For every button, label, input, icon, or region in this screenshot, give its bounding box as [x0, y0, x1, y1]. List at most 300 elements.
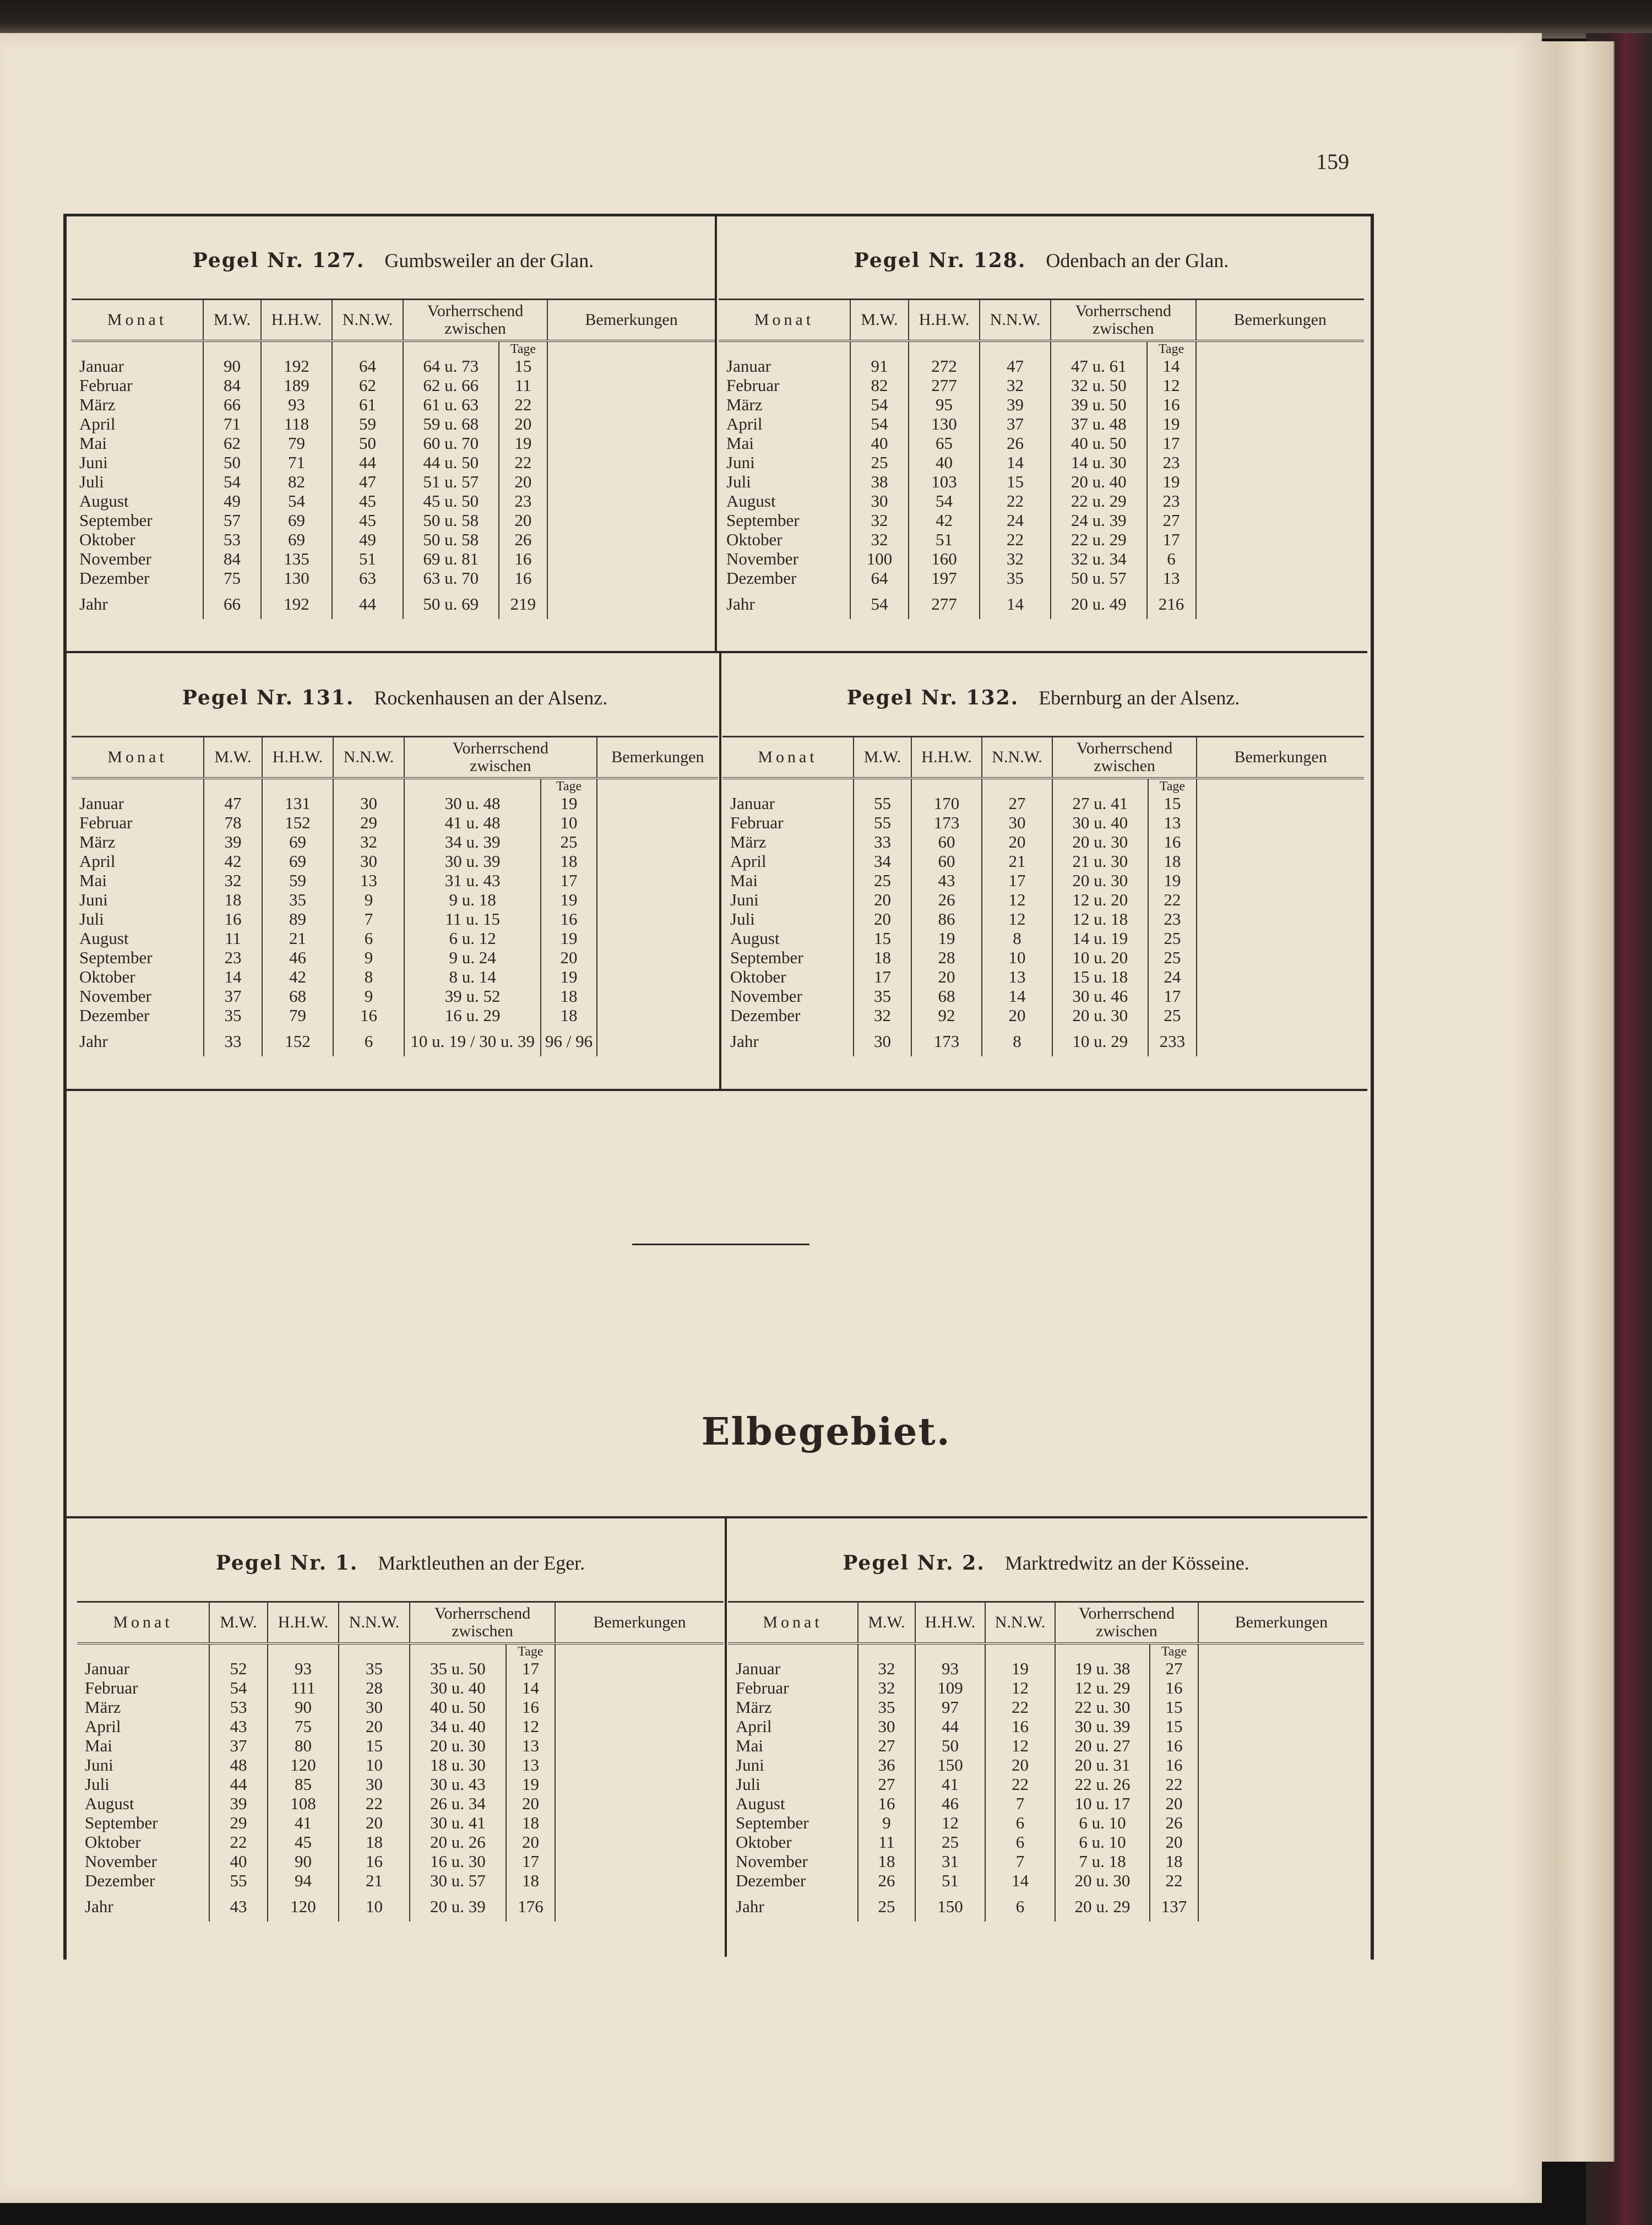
- table-cell: 84: [203, 549, 261, 568]
- table-cell: 55: [209, 1871, 268, 1890]
- table-cell: 69: [261, 511, 332, 530]
- gauge-table: [77, 1601, 724, 1922]
- table-cell: 37: [209, 1736, 268, 1755]
- table-cell: 35: [854, 986, 911, 1006]
- table-cell: 15: [339, 1736, 410, 1755]
- table-cell: 52: [209, 1659, 268, 1678]
- table-cell: 20: [339, 1717, 410, 1736]
- jahr-cell: Jahr: [79, 594, 108, 614]
- table-cell: 20 u. 40: [1051, 472, 1147, 491]
- bemerkungen-cell: [1198, 1678, 1364, 1697]
- table-cell: 19: [506, 1774, 555, 1794]
- jahr-cell: 6: [333, 1025, 404, 1056]
- header-monat: Monat: [719, 300, 850, 341]
- table-cell: 20 u. 26: [410, 1832, 506, 1852]
- jahr-cell: 150: [915, 1890, 985, 1922]
- table-row: [722, 813, 1364, 832]
- table-row: [728, 1871, 1364, 1890]
- table-cell: 16: [506, 1697, 555, 1717]
- table-row: [722, 1006, 1364, 1025]
- table-cell: 131: [262, 794, 333, 813]
- header-row: [719, 300, 1364, 341]
- table-cell: 30: [333, 794, 404, 813]
- table-cell: 19: [1148, 871, 1197, 890]
- table-cell: 42: [909, 511, 980, 530]
- table-cell: 14 u. 30: [1051, 453, 1147, 472]
- table-cell: 25: [915, 1832, 985, 1852]
- tage-label: Tage: [499, 341, 548, 356]
- table-cell: 25: [541, 832, 596, 851]
- table-cell: März: [85, 1697, 121, 1717]
- table-cell: 22: [1150, 1871, 1198, 1890]
- table-cell: 24: [980, 511, 1051, 530]
- bemerkungen-cell: [1197, 890, 1364, 909]
- table-cell: 24 u. 39: [1051, 511, 1147, 530]
- table-cell: Januar: [79, 356, 124, 376]
- table-cell: 130: [909, 414, 980, 433]
- table-row: [72, 356, 715, 376]
- bemerkungen-cell: [597, 929, 718, 948]
- table-cell: 20: [339, 1813, 410, 1832]
- bemerkungen-cell: [597, 813, 718, 832]
- table-cell: Juli: [79, 472, 104, 491]
- table-cell: Oktober: [736, 1832, 792, 1852]
- bemerkungen-cell: [547, 376, 715, 395]
- jahr-row: [72, 588, 715, 619]
- bemerkungen-cell: [597, 851, 718, 871]
- table-row: [72, 472, 715, 491]
- table-row: [72, 832, 718, 851]
- table-cell: Oktober: [79, 530, 135, 549]
- table-cell: 9: [858, 1813, 915, 1832]
- jahr-row: [72, 1025, 718, 1056]
- table-cell: 32: [980, 549, 1051, 568]
- table-cell: 135: [261, 549, 332, 568]
- table-cell: April: [79, 414, 116, 433]
- bemerkungen-cell: [547, 530, 715, 549]
- jahr-cell: 54: [850, 588, 909, 619]
- header-vorherrschend-line2: zwischen: [1094, 757, 1155, 775]
- table-cell: 32: [850, 530, 909, 549]
- table-row: [719, 568, 1364, 588]
- table-row: [77, 1736, 724, 1755]
- table-cell: 97: [915, 1697, 985, 1717]
- table-cell: 23: [1148, 909, 1197, 929]
- table-cell: 39: [980, 395, 1051, 414]
- table-cell: 189: [261, 376, 332, 395]
- table-cell: 25: [1148, 1006, 1197, 1025]
- jahr-cell: 43: [209, 1890, 268, 1922]
- table-cell: 85: [268, 1774, 339, 1794]
- jahr-cell: 10: [339, 1890, 410, 1922]
- table-cell: 59 u. 68: [403, 414, 499, 433]
- table-row: [728, 1794, 1364, 1813]
- bemerkungen-cell: [597, 986, 718, 1006]
- table-cell: Juli: [79, 909, 104, 929]
- row-divider-2: [67, 1089, 1367, 1091]
- bemerkungen-cell: [1198, 1659, 1364, 1678]
- table-cell: 20 u. 31: [1055, 1755, 1150, 1774]
- table-cell: August: [85, 1794, 134, 1813]
- table-cell: 79: [262, 1006, 333, 1025]
- header-nnw: N.N.W.: [982, 737, 1052, 779]
- table-cell: 47: [204, 794, 262, 813]
- header-nnw: N.N.W.: [333, 737, 404, 779]
- table-cell: 80: [268, 1736, 339, 1755]
- bemerkungen-cell: [1197, 909, 1364, 929]
- table-cell: 22: [980, 530, 1051, 549]
- table-cell: 30 u. 40: [410, 1678, 506, 1697]
- header-bemerkungen: Bemerkungen: [597, 737, 718, 779]
- table-cell: 39: [209, 1794, 268, 1813]
- table-row: [719, 472, 1364, 491]
- header-vorherrschend-line2: zwischen: [452, 1622, 513, 1640]
- header-vorherrschend-line2: zwischen: [444, 319, 506, 338]
- table-cell: 32: [858, 1659, 915, 1678]
- table-cell: 39: [204, 832, 262, 851]
- table-cell: März: [79, 395, 116, 414]
- table-cell: 19: [541, 890, 596, 909]
- table-cell: 12: [985, 1736, 1055, 1755]
- table-cell: 22 u. 29: [1051, 491, 1147, 511]
- table-cell: November: [726, 549, 798, 568]
- table-cell: Juli: [736, 1774, 760, 1794]
- table-cell: 20 u. 30: [410, 1736, 506, 1755]
- table-cell: 15 u. 18: [1052, 967, 1148, 986]
- table-cell: 22: [985, 1697, 1055, 1717]
- table-row: [72, 530, 715, 549]
- table-cell: 32: [850, 511, 909, 530]
- gauge-number: Pegel Nr. 128.: [854, 249, 1026, 272]
- gauge-section: [72, 653, 718, 1089]
- table-cell: 62: [332, 376, 403, 395]
- table-cell: 18: [858, 1852, 915, 1871]
- jahr-row: [728, 1890, 1364, 1922]
- table-cell: 26 u. 34: [410, 1794, 506, 1813]
- table-cell: 45: [268, 1832, 339, 1852]
- table-cell: Mai: [79, 871, 107, 890]
- bemerkungen-cell: [1197, 929, 1364, 948]
- header-hhw: H.H.W.: [915, 1602, 985, 1644]
- bemerkungen-cell: [1196, 549, 1364, 568]
- tage-label: Tage: [1150, 1643, 1198, 1659]
- table-cell: 61: [332, 395, 403, 414]
- table-cell: 16: [1150, 1736, 1198, 1755]
- table-cell: 14: [985, 1871, 1055, 1890]
- table-cell: 22: [339, 1794, 410, 1813]
- table-cell: Oktober: [726, 530, 782, 549]
- bemerkungen-cell: [1198, 1890, 1364, 1922]
- bemerkungen-cell: [1198, 1755, 1364, 1774]
- table-cell: 20: [854, 909, 911, 929]
- bemerkungen-cell: [547, 472, 715, 491]
- table-cell: 43: [911, 871, 982, 890]
- table-cell: 16: [204, 909, 262, 929]
- page-number: 159: [1316, 149, 1349, 174]
- bemerkungen-cell: [1196, 472, 1364, 491]
- table-cell: 120: [268, 1755, 339, 1774]
- header-hhw: H.H.W.: [262, 737, 333, 779]
- table-cell: 19: [499, 433, 548, 453]
- table-cell: 75: [268, 1717, 339, 1736]
- table-cell: 27: [1147, 511, 1196, 530]
- table-cell: 7 u. 18: [1055, 1852, 1150, 1871]
- table-cell: 173: [911, 813, 982, 832]
- table-cell: 15: [1150, 1697, 1198, 1717]
- table-cell: November: [730, 986, 802, 1006]
- table-cell: 51: [915, 1871, 985, 1890]
- table-cell: 22 u. 29: [1051, 530, 1147, 549]
- bemerkungen-cell: [555, 1832, 724, 1852]
- table-cell: 16: [339, 1852, 410, 1871]
- table-cell: 22 u. 26: [1055, 1774, 1150, 1794]
- gauge-section: [728, 1518, 1364, 1957]
- header-vorherrschend-line2: zwischen: [1092, 319, 1154, 338]
- table-cell: Juli: [730, 909, 755, 929]
- table-cell: 16: [1147, 395, 1196, 414]
- bemerkungen-cell: [1197, 871, 1364, 890]
- table-cell: 20: [506, 1794, 555, 1813]
- jahr-cell: 176: [506, 1890, 555, 1922]
- table-cell: Juni: [726, 453, 755, 472]
- header-bemerkungen: Bemerkungen: [1198, 1602, 1364, 1644]
- table-cell: Dezember: [730, 1006, 801, 1025]
- bemerkungen-cell: [547, 491, 715, 511]
- header-vorherrschend: [403, 300, 547, 341]
- bemerkungen-cell: [547, 588, 715, 619]
- table-cell: 12: [1147, 376, 1196, 395]
- table-row: [719, 395, 1364, 414]
- table-cell: März: [79, 832, 116, 851]
- gauge-number: Pegel Nr. 132.: [846, 686, 1019, 709]
- table-cell: April: [736, 1717, 772, 1736]
- table-cell: 37: [980, 414, 1051, 433]
- table-cell: 18: [1148, 851, 1197, 871]
- jahr-cell: 8: [982, 1025, 1052, 1056]
- table-cell: 20: [1150, 1832, 1198, 1852]
- jahr-cell: 25: [858, 1890, 915, 1922]
- table-cell: 20 u. 30: [1052, 1006, 1148, 1025]
- table-row: [728, 1717, 1364, 1736]
- table-cell: 51 u. 57: [403, 472, 499, 491]
- table-row: [728, 1659, 1364, 1678]
- table-cell: 42: [262, 967, 333, 986]
- table-cell: 12: [982, 890, 1052, 909]
- table-cell: September: [736, 1813, 809, 1832]
- table-cell: 35: [204, 1006, 262, 1025]
- bemerkungen-cell: [1196, 376, 1364, 395]
- gauge-title: [722, 686, 1364, 709]
- bemerkungen-cell: [1198, 1697, 1364, 1717]
- table-cell: 13: [506, 1736, 555, 1755]
- table-cell: 66: [203, 395, 261, 414]
- jahr-cell: 33: [204, 1025, 262, 1056]
- gauge-place: Rockenhausen an der Alsenz.: [374, 687, 608, 709]
- bemerkungen-cell: [547, 414, 715, 433]
- table-row: [77, 1852, 724, 1871]
- table-cell: 9: [333, 890, 404, 909]
- jahr-cell: 96 / 96: [541, 1025, 596, 1056]
- table-cell: 19 u. 38: [1055, 1659, 1150, 1678]
- table-row: [77, 1832, 724, 1852]
- header-row: [77, 1602, 724, 1644]
- table-cell: 8: [982, 929, 1052, 948]
- jahr-cell: 120: [268, 1890, 339, 1922]
- bemerkungen-cell: [1198, 1717, 1364, 1736]
- table-cell: 51: [909, 530, 980, 549]
- table-cell: 12: [915, 1813, 985, 1832]
- table-cell: 40: [850, 433, 909, 453]
- bemerkungen-cell: [1196, 433, 1364, 453]
- table-cell: 21: [262, 929, 333, 948]
- table-cell: 78: [204, 813, 262, 832]
- header-mw: M.W.: [854, 737, 911, 779]
- table-cell: 50 u. 58: [403, 511, 499, 530]
- jahr-row: [722, 1025, 1364, 1056]
- table-cell: 30 u. 39: [404, 851, 541, 871]
- table-cell: 6: [985, 1832, 1055, 1852]
- bemerkungen-cell: [1197, 794, 1364, 813]
- header-row: [728, 1602, 1364, 1644]
- table-row: [77, 1794, 724, 1813]
- header-vorherrschend: [1055, 1602, 1198, 1644]
- table-cell: 34: [854, 851, 911, 871]
- jahr-cell: 219: [499, 588, 548, 619]
- table-cell: 33: [854, 832, 911, 851]
- header-vorherrschend: [410, 1602, 555, 1644]
- gauge-section: [72, 216, 715, 651]
- table-cell: 27: [858, 1736, 915, 1755]
- table-cell: 30: [339, 1774, 410, 1794]
- bemerkungen-cell: [1198, 1852, 1364, 1871]
- bemerkungen-cell: [1196, 568, 1364, 588]
- table-cell: 46: [915, 1794, 985, 1813]
- jahr-cell: Jahr: [85, 1897, 113, 1916]
- table-cell: 20 u. 30: [1052, 832, 1148, 851]
- table-cell: 17: [1148, 986, 1197, 1006]
- table-cell: 15: [1148, 794, 1197, 813]
- table-cell: 14: [204, 967, 262, 986]
- table-cell: 197: [909, 568, 980, 588]
- header-vorherrschend-line1: Vorherrschend: [427, 302, 524, 320]
- table-cell: Juni: [79, 453, 108, 472]
- bemerkungen-cell: [555, 1755, 724, 1774]
- table-cell: 11: [858, 1832, 915, 1852]
- table-row: [719, 511, 1364, 530]
- table-cell: August: [79, 929, 129, 948]
- table-cell: 82: [261, 472, 332, 491]
- table-cell: 47 u. 61: [1051, 356, 1147, 376]
- table-cell: 32: [204, 871, 262, 890]
- table-cell: Februar: [730, 813, 784, 832]
- table-cell: 20 u. 27: [1055, 1736, 1150, 1755]
- table-cell: August: [730, 929, 780, 948]
- table-cell: 27: [982, 794, 1052, 813]
- bemerkungen-cell: [1198, 1832, 1364, 1852]
- table-cell: 20: [911, 967, 982, 986]
- table-cell: 24: [1148, 967, 1197, 986]
- table-cell: 19: [985, 1659, 1055, 1678]
- table-cell: 54: [209, 1678, 268, 1697]
- table-cell: 17: [541, 871, 596, 890]
- table-cell: 40 u. 50: [410, 1697, 506, 1717]
- table-cell: 89: [262, 909, 333, 929]
- table-cell: 50: [203, 453, 261, 472]
- table-cell: 10: [541, 813, 596, 832]
- table-cell: 15: [1150, 1717, 1198, 1736]
- table-row: [72, 433, 715, 453]
- table-cell: 68: [911, 986, 982, 1006]
- gauge-table: [722, 736, 1364, 1056]
- table-row: [77, 1697, 724, 1717]
- header-nnw: N.N.W.: [332, 300, 403, 341]
- table-cell: 16: [499, 549, 548, 568]
- table-cell: 20: [982, 832, 1052, 851]
- table-cell: 150: [915, 1755, 985, 1774]
- table-cell: 32 u. 50: [1051, 376, 1147, 395]
- table-cell: 12: [985, 1678, 1055, 1697]
- table-row: [722, 967, 1364, 986]
- table-cell: 26: [980, 433, 1051, 453]
- jahr-cell: 14: [980, 588, 1051, 619]
- table-cell: 12: [506, 1717, 555, 1736]
- table-cell: 37: [204, 986, 262, 1006]
- table-cell: 30: [982, 813, 1052, 832]
- table-cell: 30 u. 41: [410, 1813, 506, 1832]
- table-cell: 55: [854, 794, 911, 813]
- table-cell: Februar: [79, 813, 133, 832]
- table-row: [72, 986, 718, 1006]
- jahr-row: [719, 588, 1364, 619]
- table-cell: November: [736, 1852, 808, 1871]
- table-cell: 69: [262, 832, 333, 851]
- table-cell: 12 u. 29: [1055, 1678, 1150, 1697]
- table-cell: Januar: [79, 794, 124, 813]
- table-cell: 59: [332, 414, 403, 433]
- table-cell: September: [85, 1813, 158, 1832]
- table-cell: 9: [333, 986, 404, 1006]
- gauge-section: [722, 653, 1364, 1089]
- table-cell: 44 u. 50: [403, 453, 499, 472]
- header-hhw: H.H.W.: [909, 300, 980, 341]
- bemerkungen-cell: [1196, 530, 1364, 549]
- page-stack-edge: [1531, 41, 1615, 2162]
- table-row: [728, 1813, 1364, 1832]
- table-row: [72, 395, 715, 414]
- table-cell: 17: [506, 1659, 555, 1678]
- table-cell: Dezember: [79, 568, 150, 588]
- table-cell: 42: [204, 851, 262, 871]
- table-cell: Januar: [730, 794, 775, 813]
- table-cell: Dezember: [736, 1871, 806, 1890]
- section-dash: [632, 1244, 809, 1245]
- table-row: [719, 356, 1364, 376]
- table-row: [77, 1774, 724, 1794]
- table-cell: 18: [506, 1871, 555, 1890]
- gauge-table: [72, 299, 715, 619]
- gauge-section: [719, 216, 1364, 651]
- bemerkungen-cell: [555, 1659, 724, 1678]
- table-cell: 93: [261, 395, 332, 414]
- table-cell: 22 u. 30: [1055, 1697, 1150, 1717]
- table-cell: 35: [858, 1697, 915, 1717]
- table-cell: Mai: [730, 871, 758, 890]
- header-bemerkungen: Bemerkungen: [555, 1602, 724, 1644]
- table-row: [72, 871, 718, 890]
- table-cell: 47: [980, 356, 1051, 376]
- table-cell: 32: [980, 376, 1051, 395]
- table-cell: 20 u. 30: [1052, 871, 1148, 890]
